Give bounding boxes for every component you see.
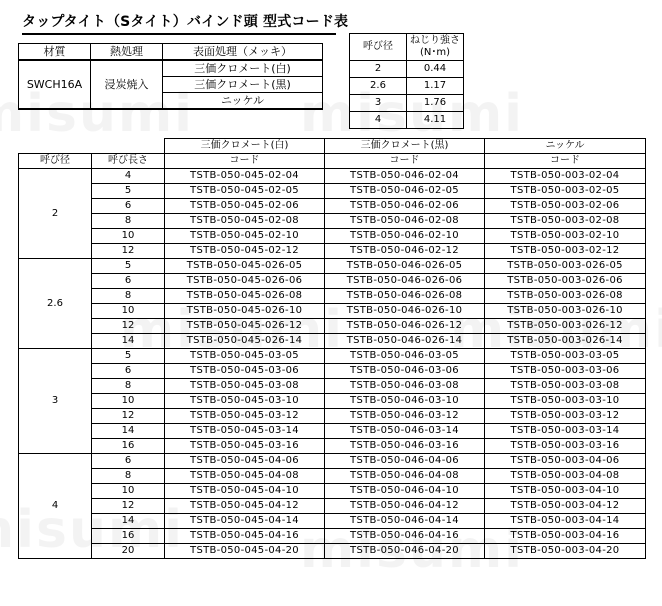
length-cell: 16 — [92, 439, 165, 454]
code-cell: TSTB-050-045-02-10 — [165, 229, 325, 244]
code-cell: TSTB-050-046-026-14 — [325, 334, 485, 349]
page-title: タップタイト（Sタイト）バインド頭 型式コード表 — [22, 11, 336, 35]
code-table — [18, 138, 646, 559]
code-cell: TSTB-050-003-04-10 — [485, 484, 646, 499]
length-cell: 14 — [92, 514, 165, 529]
length-cell: 6 — [92, 454, 165, 469]
code-cell: TSTB-050-003-02-06 — [485, 199, 646, 214]
code-cell: TSTB-050-046-03-12 — [325, 409, 485, 424]
code-cell: TSTB-050-045-02-06 — [165, 199, 325, 214]
size-cell: 4 — [19, 454, 92, 559]
code-cell: TSTB-050-003-02-10 — [485, 229, 646, 244]
code-cell: TSTB-050-045-026-08 — [165, 289, 325, 304]
size-value: 2 — [350, 61, 407, 78]
code-cell: TSTB-050-045-04-08 — [165, 469, 325, 484]
material-table — [18, 43, 323, 110]
code-cell: TSTB-050-003-03-16 — [485, 439, 646, 454]
table-row — [19, 259, 646, 274]
finish-header: 表面処理（メッキ） — [163, 44, 323, 61]
torque-row — [350, 78, 464, 95]
code-cell: TSTB-050-045-04-10 — [165, 484, 325, 499]
code-cell: TSTB-050-045-04-16 — [165, 529, 325, 544]
size-cell: 2.6 — [19, 259, 92, 349]
table-row — [19, 424, 646, 439]
table-row — [19, 379, 646, 394]
code-cell: TSTB-050-045-04-14 — [165, 514, 325, 529]
torque-value: 4.11 — [407, 112, 464, 129]
code-cell: TSTB-050-046-04-14 — [325, 514, 485, 529]
code-cell: TSTB-050-046-04-10 — [325, 484, 485, 499]
code-cell: TSTB-050-003-026-05 — [485, 259, 646, 274]
code-cell: TSTB-050-003-02-12 — [485, 244, 646, 259]
length-cell: 8 — [92, 469, 165, 484]
length-cell: 8 — [92, 289, 165, 304]
code-header: コード — [165, 154, 325, 169]
finish-nickel: ニッケル — [163, 93, 323, 110]
code-cell: TSTB-050-046-026-12 — [325, 319, 485, 334]
code-cell: TSTB-050-046-04-16 — [325, 529, 485, 544]
length-cell: 12 — [92, 409, 165, 424]
table-row — [19, 334, 646, 349]
size-header: 呼び径 — [19, 154, 92, 169]
code-cell: TSTB-050-045-02-08 — [165, 214, 325, 229]
length-cell: 6 — [92, 364, 165, 379]
code-cell: TSTB-050-003-04-16 — [485, 529, 646, 544]
length-cell: 4 — [92, 169, 165, 184]
code-cell: TSTB-050-045-03-10 — [165, 394, 325, 409]
code-cell: TSTB-050-045-026-12 — [165, 319, 325, 334]
code-cell: TSTB-050-045-02-12 — [165, 244, 325, 259]
code-cell: TSTB-050-046-02-08 — [325, 214, 485, 229]
length-cell: 20 — [92, 544, 165, 559]
code-cell: TSTB-050-046-026-10 — [325, 304, 485, 319]
code-cell: TSTB-050-046-04-08 — [325, 469, 485, 484]
length-cell: 10 — [92, 394, 165, 409]
table-row — [19, 514, 646, 529]
code-cell: TSTB-050-003-03-12 — [485, 409, 646, 424]
code-cell: TSTB-050-003-026-12 — [485, 319, 646, 334]
code-cell: TSTB-050-046-03-16 — [325, 439, 485, 454]
code-cell: TSTB-050-046-02-04 — [325, 169, 485, 184]
table-row — [19, 229, 646, 244]
length-cell: 8 — [92, 379, 165, 394]
code-cell: TSTB-050-046-03-08 — [325, 379, 485, 394]
length-header: 呼び長さ — [92, 154, 165, 169]
finish-white-header: 三価クロメート(白) — [165, 139, 325, 154]
length-cell: 6 — [92, 199, 165, 214]
code-cell: TSTB-050-046-02-06 — [325, 199, 485, 214]
table-row — [19, 544, 646, 559]
code-cell: TSTB-050-003-02-05 — [485, 184, 646, 199]
length-cell: 16 — [92, 529, 165, 544]
code-cell: TSTB-050-003-04-20 — [485, 544, 646, 559]
table-row — [19, 439, 646, 454]
code-cell: TSTB-050-046-03-05 — [325, 349, 485, 364]
code-cell: TSTB-050-045-04-12 — [165, 499, 325, 514]
code-cell: TSTB-050-003-02-04 — [485, 169, 646, 184]
table-row — [19, 274, 646, 289]
code-cell: TSTB-050-045-02-05 — [165, 184, 325, 199]
size-value: 2.6 — [350, 78, 407, 95]
code-cell: TSTB-050-003-03-06 — [485, 364, 646, 379]
code-cell: TSTB-050-045-03-06 — [165, 364, 325, 379]
code-cell: TSTB-050-046-03-06 — [325, 364, 485, 379]
material-value: SWCH16A — [19, 60, 91, 109]
code-header: コード — [485, 154, 646, 169]
torque-value: 1.17 — [407, 78, 464, 95]
heat-treatment-value: 浸炭焼入 — [91, 60, 163, 109]
size-cell: 2 — [19, 169, 92, 259]
table-row — [19, 184, 646, 199]
torque-row — [350, 95, 464, 112]
code-cell: TSTB-050-045-03-12 — [165, 409, 325, 424]
code-cell: TSTB-050-046-026-05 — [325, 259, 485, 274]
code-cell: TSTB-050-045-026-10 — [165, 304, 325, 319]
finish-nickel-header: ニッケル — [485, 139, 646, 154]
finish-black-header: 三価クロメート(黒) — [325, 139, 485, 154]
torque-table — [349, 33, 464, 129]
length-cell: 12 — [92, 319, 165, 334]
size-header: 呼び径 — [350, 34, 407, 61]
length-cell: 14 — [92, 424, 165, 439]
torque-value: 0.44 — [407, 61, 464, 78]
code-cell: TSTB-050-046-03-10 — [325, 394, 485, 409]
code-cell: TSTB-050-003-026-08 — [485, 289, 646, 304]
code-cell: TSTB-050-003-03-05 — [485, 349, 646, 364]
torque-row — [350, 112, 464, 129]
size-value: 4 — [350, 112, 407, 129]
code-cell: TSTB-050-045-04-06 — [165, 454, 325, 469]
finish-white: 三価クロメート(白) — [163, 60, 323, 77]
code-cell: TSTB-050-046-04-20 — [325, 544, 485, 559]
code-cell: TSTB-050-003-04-08 — [485, 469, 646, 484]
length-cell: 12 — [92, 244, 165, 259]
torque-header: ねじり強さ (N･m) — [407, 34, 464, 61]
length-cell: 5 — [92, 349, 165, 364]
table-row — [19, 484, 646, 499]
table-row — [19, 529, 646, 544]
code-cell: TSTB-050-045-026-14 — [165, 334, 325, 349]
length-cell: 6 — [92, 274, 165, 289]
table-row — [19, 199, 646, 214]
length-cell: 10 — [92, 304, 165, 319]
length-cell: 10 — [92, 484, 165, 499]
table-row — [19, 244, 646, 259]
size-value: 3 — [350, 95, 407, 112]
code-cell: TSTB-050-003-02-08 — [485, 214, 646, 229]
table-row — [19, 304, 646, 319]
code-cell: TSTB-050-045-03-16 — [165, 439, 325, 454]
code-cell: TSTB-050-045-03-05 — [165, 349, 325, 364]
material-header: 材質 — [19, 44, 91, 61]
code-cell: TSTB-050-003-026-10 — [485, 304, 646, 319]
code-cell: TSTB-050-046-03-14 — [325, 424, 485, 439]
code-cell: TSTB-050-045-026-05 — [165, 259, 325, 274]
code-cell: TSTB-050-045-02-04 — [165, 169, 325, 184]
torque-row — [350, 61, 464, 78]
heat-treatment-header: 熱処理 — [91, 44, 163, 61]
table-row — [19, 469, 646, 484]
length-cell: 8 — [92, 214, 165, 229]
table-row — [19, 499, 646, 514]
code-cell: TSTB-050-045-03-08 — [165, 379, 325, 394]
length-cell: 10 — [92, 229, 165, 244]
code-cell: TSTB-050-003-026-06 — [485, 274, 646, 289]
code-cell: TSTB-050-003-04-12 — [485, 499, 646, 514]
table-row — [19, 289, 646, 304]
table-row — [19, 319, 646, 334]
code-cell: TSTB-050-045-04-20 — [165, 544, 325, 559]
table-row — [19, 169, 646, 184]
code-cell: TSTB-050-046-026-08 — [325, 289, 485, 304]
code-cell: TSTB-050-003-026-14 — [485, 334, 646, 349]
table-row — [19, 409, 646, 424]
table-row — [19, 364, 646, 379]
code-cell: TSTB-050-045-026-06 — [165, 274, 325, 289]
code-cell: TSTB-050-003-04-06 — [485, 454, 646, 469]
size-cell: 3 — [19, 349, 92, 454]
code-cell: TSTB-050-045-03-14 — [165, 424, 325, 439]
length-cell: 14 — [92, 334, 165, 349]
table-row — [19, 454, 646, 469]
length-cell: 5 — [92, 184, 165, 199]
code-cell: TSTB-050-046-02-12 — [325, 244, 485, 259]
torque-value: 1.76 — [407, 95, 464, 112]
code-cell: TSTB-050-046-04-12 — [325, 499, 485, 514]
length-cell: 12 — [92, 499, 165, 514]
code-cell: TSTB-050-046-02-10 — [325, 229, 485, 244]
code-cell: TSTB-050-046-02-05 — [325, 184, 485, 199]
code-cell: TSTB-050-003-03-08 — [485, 379, 646, 394]
table-row — [19, 394, 646, 409]
code-cell: TSTB-050-046-04-06 — [325, 454, 485, 469]
code-cell: TSTB-050-003-04-14 — [485, 514, 646, 529]
code-cell: TSTB-050-003-03-14 — [485, 424, 646, 439]
table-row — [19, 349, 646, 364]
table-row — [19, 214, 646, 229]
finish-black: 三価クロメート(黒) — [163, 77, 323, 93]
length-cell: 5 — [92, 259, 165, 274]
code-header: コード — [325, 154, 485, 169]
code-cell: TSTB-050-046-026-06 — [325, 274, 485, 289]
code-cell: TSTB-050-003-03-10 — [485, 394, 646, 409]
